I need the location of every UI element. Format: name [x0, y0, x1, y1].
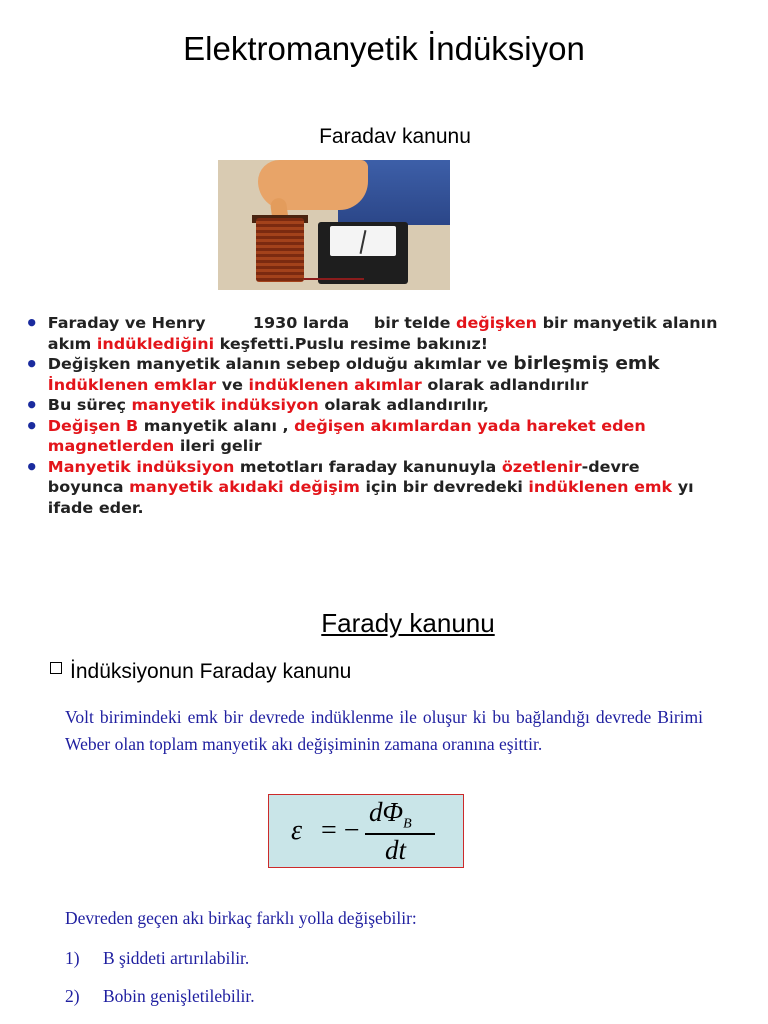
highlight-text: değişken — [456, 314, 538, 332]
text: için bir devredeki — [359, 478, 529, 496]
bullet-icon: • — [25, 352, 39, 376]
formula-equals: = − — [321, 815, 360, 846]
bullet-icon: • — [25, 393, 39, 417]
page-title: Elektromanyetik İndüksiyon — [183, 30, 585, 67]
checkbox-icon — [50, 662, 62, 674]
highlight-text: özetlenir — [501, 457, 582, 476]
section-heading: Farady kanunu — [321, 608, 495, 638]
text: metotları faraday kanunuyla — [234, 457, 502, 476]
list-intro: Devreden geçen akı birkaç farklı yolla değişebilir: — [65, 908, 417, 928]
text: Değişken manyetik alanın sebep olduğu akımlar ve — [47, 355, 514, 373]
text: ve — [216, 375, 249, 394]
text: keşfetti.Puslu resime bakınız! — [214, 334, 489, 353]
bullet-icon: • — [25, 413, 39, 438]
list-item: 1) B şiddeti artırılabilir. — [65, 948, 250, 968]
bullet-icon: • — [25, 311, 39, 335]
text: -devre boyunca — [47, 457, 640, 496]
bullet-item — [20, 454, 720, 519]
bullet-item — [20, 395, 720, 416]
text: 1930 larda — [252, 314, 350, 332]
bullet-item — [20, 413, 720, 457]
formula-denominator: dt — [385, 835, 407, 865]
bullet-list — [20, 313, 720, 518]
checkbox-item — [50, 660, 351, 684]
bullet-item — [20, 354, 720, 395]
text: olarak adlandırılır — [421, 375, 589, 394]
text: birleşmiş emk — [513, 353, 660, 374]
definition-paragraph: Volt birimindeki emk bir devrede indüklenme ile oluşur ki bu bağlandığı devrede Birimi Weber olan toplam manyetik akı değişiminin zamana oranına eşittir. — [65, 707, 703, 754]
text: yı ifade eder. — [47, 478, 694, 517]
formula-numerator: $d\Phi_B$ — [369, 797, 412, 832]
text: olarak adlandırılır, — [318, 396, 489, 414]
text: Faraday ve Henry — [47, 314, 206, 332]
highlight-text: indüklenen akımlar — [248, 375, 422, 394]
text: bir manyetik alanın akım — [47, 314, 718, 353]
formula-emf: ε — [291, 815, 303, 846]
highlight-text: indüklediğini — [96, 334, 215, 353]
section-subtitle: Faradav kanunu — [319, 125, 471, 148]
highlight-text: İndüklenen emklar — [47, 375, 217, 394]
bullet-icon: • — [25, 454, 39, 479]
text: Bu süreç — [47, 396, 132, 414]
list-item: 2) Bobin genişletilebilir. — [65, 986, 255, 1006]
checkbox-label: İndüksiyonun Faraday kanunu — [70, 660, 352, 683]
text: ileri gelir — [174, 437, 262, 455]
text: manyetik alanı , — [138, 416, 295, 435]
highlight-text: değişen akımlardan yada hareket eden magnetlerden — [47, 416, 646, 455]
highlight-text: indüklenen emk — [528, 478, 673, 496]
highlight-text: manyetik indüksiyon — [131, 396, 319, 414]
highlight-text: Değişen B — [47, 416, 139, 435]
bullet-item — [20, 313, 720, 354]
text: bir telde — [373, 314, 457, 332]
highlight-text: manyetik akıdaki değişim — [129, 478, 360, 496]
faraday-formula — [268, 794, 464, 868]
highlight-text: Manyetik indüksiyon — [47, 457, 235, 476]
faraday-experiment-photo — [218, 160, 450, 290]
